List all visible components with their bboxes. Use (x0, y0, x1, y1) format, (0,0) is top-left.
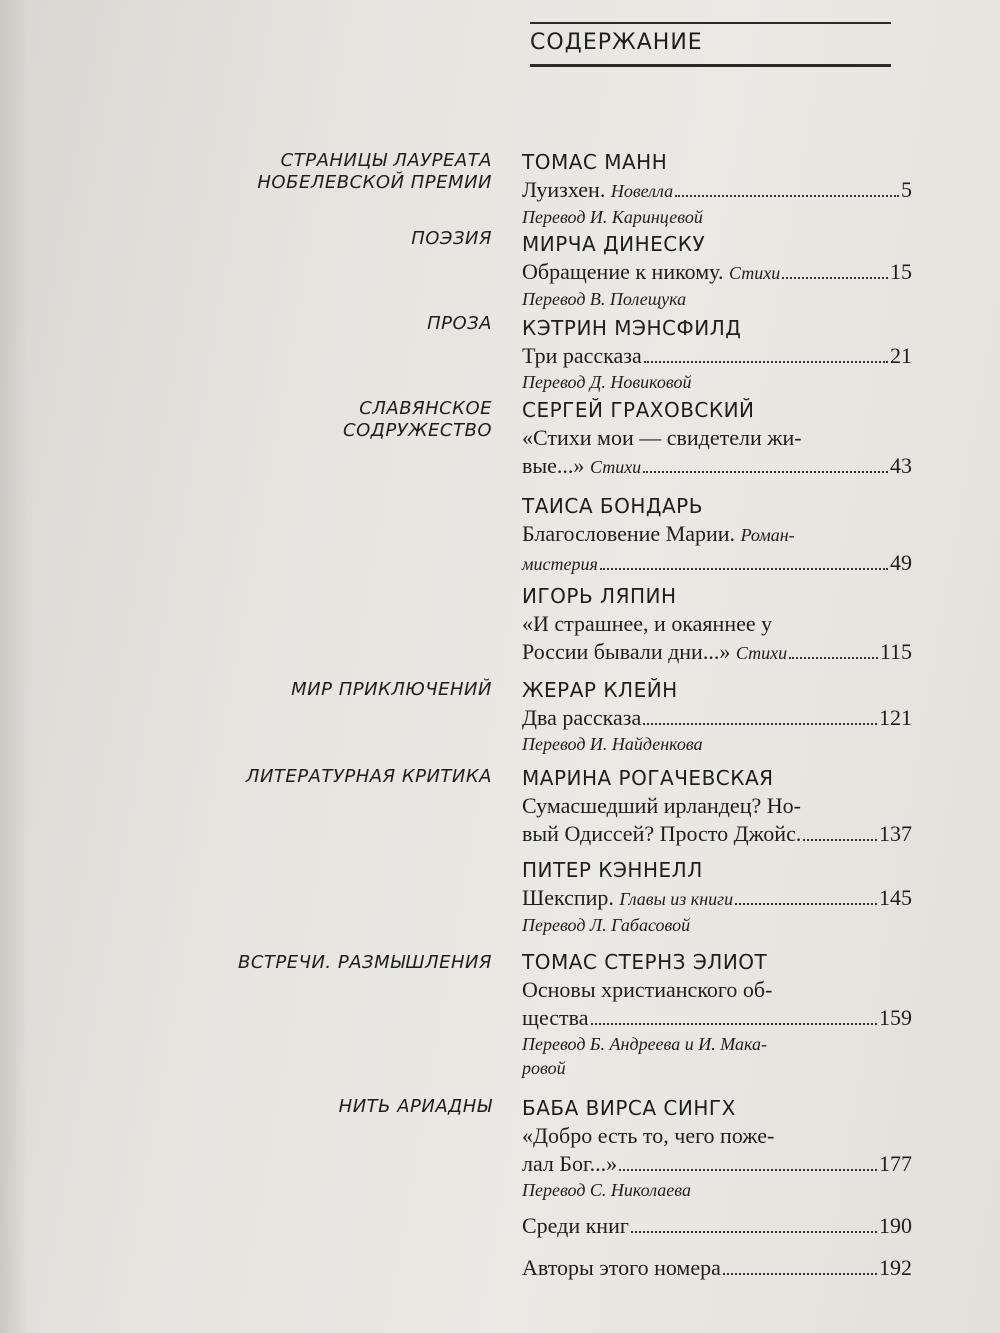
entry-author: КЭТРИН МЭНСФИЛД (522, 316, 742, 340)
toc-entry-dinescu[interactable] (522, 230, 912, 311)
entry-title-line1: Основы христианского об- (522, 977, 773, 1002)
entry-title-row (522, 1254, 912, 1282)
dot-leader (644, 361, 888, 363)
header-rule-bottom (530, 64, 891, 67)
dot-leader (643, 471, 888, 473)
dot-leader (675, 195, 899, 197)
rubric-line: НОБЕЛЕВСКОЙ ПРЕМИИ (257, 172, 492, 193)
entry-translator: Перевод В. Полещука (522, 289, 687, 309)
entry-translator: Перевод И. Найденкова (522, 734, 703, 754)
toc-entry-lyapin[interactable] (522, 582, 912, 667)
toc-entry-rogachevskaya[interactable] (522, 764, 912, 848)
entry-title: вые...» (522, 453, 585, 478)
entry-author: СЕРГЕЙ ГРАХОВСКИЙ (522, 398, 755, 422)
entry-translator: Перевод И. Каринцевой (522, 207, 703, 227)
entry-author: ТАИСА БОНДАРЬ (522, 494, 703, 518)
entry-genre: Главы из книги (619, 889, 734, 909)
toc-entry-eliot[interactable] (522, 948, 912, 1080)
entry-page: 177 (879, 1151, 912, 1176)
header-rule-top (530, 22, 891, 24)
entry-page: 192 (879, 1255, 912, 1280)
dot-leader (591, 1023, 878, 1025)
entry-title-row (522, 1212, 912, 1240)
entry-title: Среди книг (522, 1213, 629, 1238)
rubric-line: МИР ПРИКЛЮЧЕНИЙ (291, 679, 492, 700)
rubric-meetings (238, 952, 492, 974)
entry-title: лал Бог...» (522, 1151, 618, 1176)
rubric-line: НИТЬ АРИАДНЫ (338, 1096, 492, 1117)
page-edge-shadow (0, 0, 30, 1333)
toc-entry-thomas-mann[interactable] (522, 148, 912, 229)
entry-title-row (522, 176, 912, 205)
page-title: СОДЕРЖАНИЕ (530, 30, 703, 55)
toc-entry-singh[interactable] (522, 1094, 912, 1202)
toc-entry-klein[interactable] (522, 676, 912, 756)
entry-title-row (522, 1004, 912, 1032)
entry-page: 115 (879, 639, 912, 664)
entry-genre: Стихи (735, 643, 788, 663)
rubric-prose (427, 313, 492, 335)
rubric-line: ПОЭЗИЯ (411, 228, 492, 249)
entry-title: вый Одиссей? Просто Джойс. (522, 821, 802, 846)
entry-author: ИГОРЬ ЛЯПИН (522, 584, 677, 608)
rubric-ariadne (339, 1096, 492, 1118)
entry-translator: Перевод С. Николаева (522, 1180, 691, 1200)
toc-entry-among-books[interactable] (522, 1212, 912, 1240)
entry-page: 21 (890, 343, 912, 368)
entry-title-row (522, 884, 912, 913)
entry-translator: Перевод Д. Новиковой (522, 372, 692, 392)
entry-title: Три рассказа (522, 343, 642, 368)
entry-title-row (522, 638, 912, 667)
entry-title-row (522, 820, 912, 848)
entry-title-line1: Сумасшедший ирландец? Но- (522, 793, 801, 818)
toc-entry-grakhovsky[interactable] (522, 396, 912, 481)
toc-entry-bondar[interactable] (522, 492, 912, 578)
entry-title: России бывали дни...» (522, 639, 731, 664)
rubric-poetry (411, 228, 492, 250)
entry-genre: мистерия (522, 554, 598, 574)
entry-genre: Стихи (728, 263, 781, 283)
dot-leader (643, 723, 877, 725)
rubric-nobel (257, 150, 492, 194)
entry-translator: Перевод Б. Андреева и И. Мака- (522, 1034, 767, 1054)
entry-title: щества (522, 1005, 589, 1030)
dot-leader (631, 1231, 877, 1233)
entry-title: Авторы этого номера (522, 1255, 721, 1280)
rubric-line: СЛАВЯНСКОЕ (359, 398, 492, 419)
entry-title-row (522, 452, 912, 481)
entry-genre: Стихи (589, 457, 642, 477)
entry-page: 190 (879, 1213, 912, 1238)
entry-page: 145 (879, 885, 912, 910)
entry-title: Обращение к никому. (522, 259, 724, 284)
entry-author: ПИТЕР КЭННЕЛЛ (522, 858, 703, 882)
entry-page: 159 (879, 1005, 912, 1030)
entry-genre-line1: Роман- (740, 525, 795, 545)
rubric-slavic (343, 398, 492, 442)
entry-title-row (522, 549, 912, 578)
entry-author: БАБА ВИРСА СИНГХ (522, 1096, 736, 1120)
entry-translator-cont: ровой (522, 1058, 566, 1078)
dot-leader (789, 657, 878, 659)
entry-author: МАРИНА РОГАЧЕВСКАЯ (522, 766, 774, 790)
entry-author: ТОМАС МАНН (522, 150, 668, 174)
rubric-line: СТРАНИЦЫ ЛАУРЕАТА (280, 150, 492, 171)
dot-leader (600, 568, 888, 570)
rubric-line: ПРОЗА (427, 313, 492, 334)
rubric-line: ВСТРЕЧИ. РАЗМЫШЛЕНИЯ (237, 952, 492, 973)
entry-title: Шекспир. (522, 885, 614, 910)
rubric-line: СОДРУЖЕСТВО (343, 420, 492, 441)
entry-page: 15 (890, 259, 912, 284)
toc-entry-mansfield[interactable] (522, 314, 912, 394)
dot-leader (803, 839, 877, 841)
toc-entry-authors[interactable] (522, 1254, 912, 1282)
entry-author: МИРЧА ДИНЕСКУ (522, 232, 706, 256)
entry-title-row (522, 704, 912, 732)
entry-page: 121 (879, 705, 912, 730)
entry-title-line1: «Добро есть то, чего поже- (522, 1123, 775, 1148)
entry-author: ТОМАС СТЕРНЗ ЭЛИОТ (522, 950, 768, 974)
dot-leader (619, 1169, 877, 1171)
entry-author: ЖЕРАР КЛЕЙН (522, 678, 678, 702)
dot-leader (723, 1273, 877, 1275)
entry-page: 49 (890, 550, 912, 575)
rubric-line: ЛИТЕРАТУРНАЯ КРИТИКА (245, 766, 492, 787)
entry-title-row (522, 258, 912, 287)
entry-title-line1: Благословение Марии. (522, 521, 736, 546)
entry-page: 5 (901, 177, 912, 202)
rubric-criticism (246, 766, 492, 788)
entry-title: Два рассказа (522, 705, 642, 730)
entry-translator: Перевод Л. Габасовой (522, 915, 691, 935)
entry-title-row (522, 1150, 912, 1178)
toc-entry-kennell[interactable] (522, 856, 912, 937)
dot-leader (782, 277, 888, 279)
entry-genre: Новелла (610, 181, 674, 201)
dot-leader (735, 903, 877, 905)
entry-title-row (522, 342, 912, 370)
entry-title-line1: «И страшнее, и окаяннее у (522, 611, 773, 636)
rubric-adventures (291, 679, 492, 701)
entry-page: 137 (879, 821, 912, 846)
entry-title-line1: «Стихи мои — свидетели жи- (522, 425, 802, 450)
entry-page: 43 (890, 453, 912, 478)
entry-title: Луизхен. (522, 177, 606, 202)
